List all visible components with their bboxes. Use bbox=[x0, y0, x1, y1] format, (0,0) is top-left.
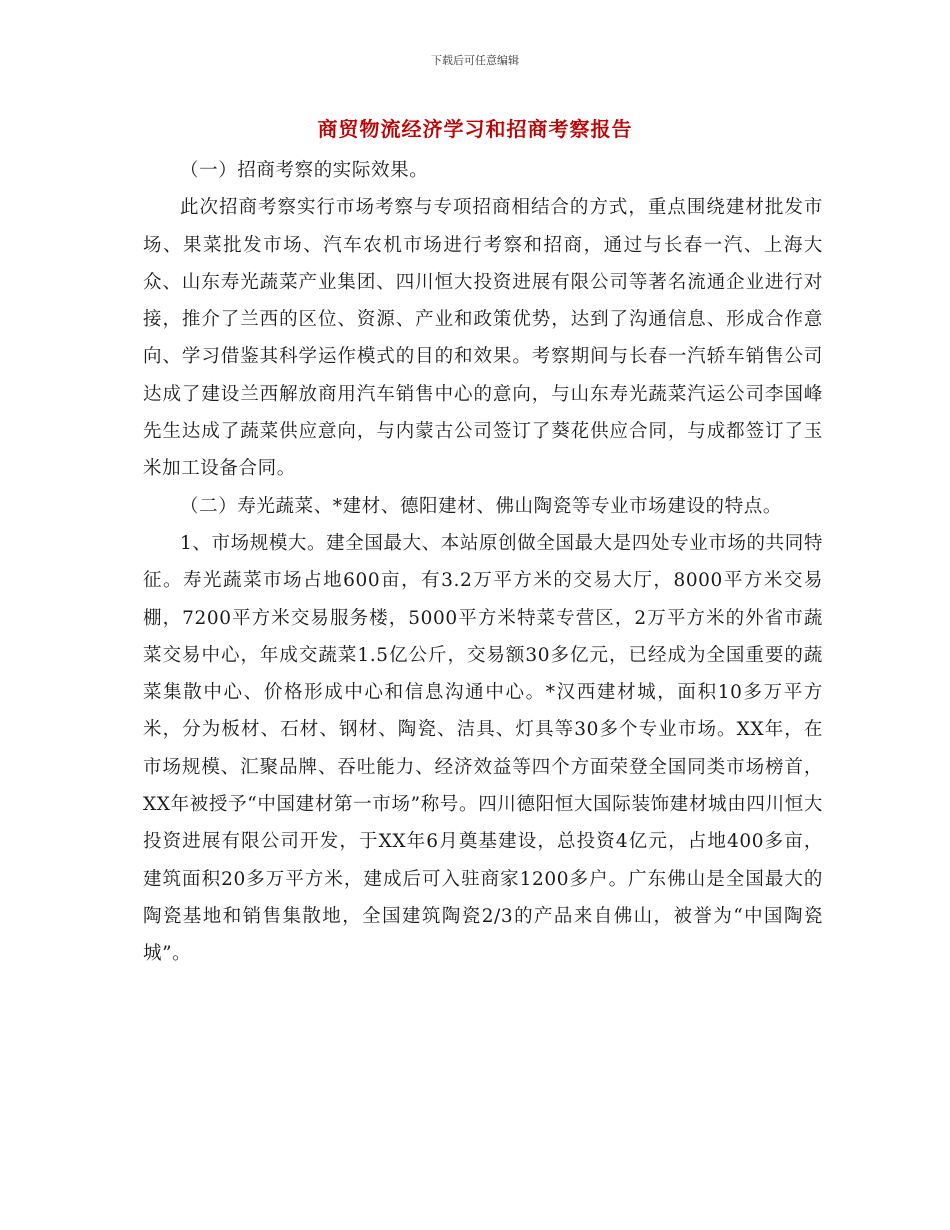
body-paragraph: 此次招商考察实行市场考察与专项招商相结合的方式，重点围绕建材批发市场、果菜批发市场、汽车农机市场进行考察和招商，通过与长春一汽、上海大众、山东寿光蔬菜产业集团、四川恒大投资进展有限公司等著名流通企业进行对接，推介了兰西的区位、资源、产业和政策优势，达到了沟通信息、形成合作意向、学习借鉴其科学运作模式的目的和效果。考察期间与长春一汽轿车销售公司达成了建设兰西解放商用汽车销售中心的意向，与山东寿光蔬菜汽运公司李国峰先生达成了蔬菜供应意向，与内蒙古公司签订了葵花供应合同，与成都签订了玉米加工设备合同。 bbox=[143, 197, 823, 480]
section-heading-2: （二）寿光蔬菜、*建材、德阳建材、佛山陶瓷等专业市场建设的特点。 bbox=[180, 495, 782, 517]
document-title: 商贸物流经济学习和招商考察报告 bbox=[317, 117, 633, 141]
page-header-note: 下载后可任意编辑 bbox=[431, 54, 519, 67]
body-paragraph: 1、市场规模大。建全国最大、本站原创做全国最大是四处专业市场的共同特征。寿光蔬菜市场占地600亩，有3.2万平方米的交易大厅，8000平方米交易棚，7200平方米交易服务楼，5000平方米特菜专营区，2万平方米的外省市蔬菜交易中心，年成交蔬菜1.5亿公斤，交易额30多亿元，已经成为全国重要的蔬菜集散中心、价格形成中心和信息沟通中心。*汉西建材城，面积10多万平方米，分为板材、石材、钢材、陶瓷、洁具、灯具等30多个专业市场。XX年，在市场规模、汇聚品牌、吞吐能力、经济效益等四个方面荣登全国同类市场榜首，XX年被授予“中国建材第一市场”称号。四川德阳恒大国际装饰建材城由四川恒大投资进展有限公司开发，于XX年6月奠基建设，总投资4亿元，占地400多亩，建筑面积20多万平方米，建成后可入驻商家1200多户。广东佛山是全国最大的陶瓷基地和销售集散地，全国建筑陶瓷2/3的产品来自佛山，被誉为“中国陶瓷城”。 bbox=[143, 532, 823, 965]
document-body bbox=[143, 152, 823, 973]
section-heading-1: （一）招商考察的实际效果。 bbox=[180, 160, 429, 181]
